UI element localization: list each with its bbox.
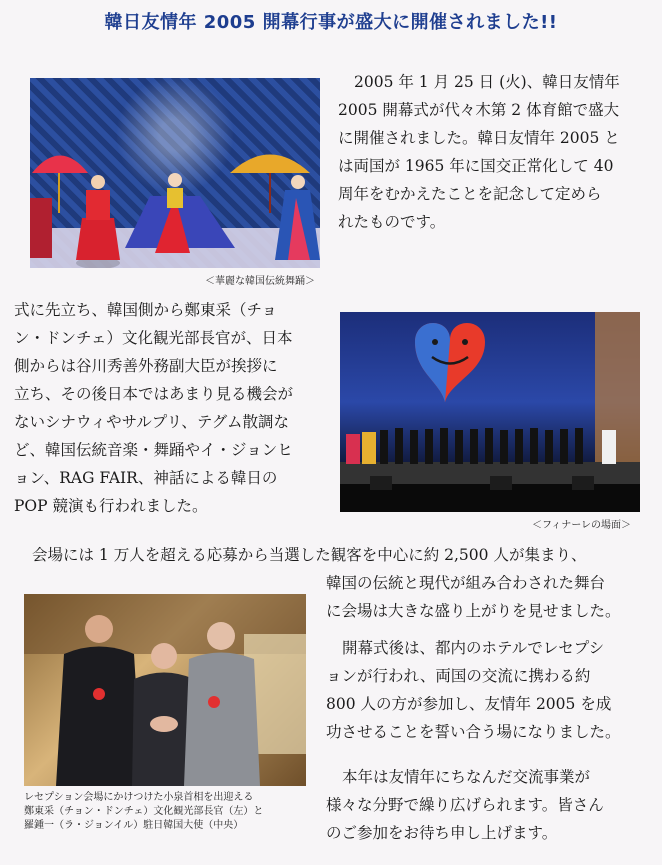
paragraph-4-line: 800 人の方が参加し、友情年 2005 を成 [326, 695, 612, 713]
reception-illustration [24, 594, 306, 786]
paragraph-3-line: に会場は大きな盛り上がりを見せました。 [326, 602, 621, 620]
finale-illustration [340, 312, 640, 512]
photo3-caption [24, 791, 324, 833]
paragraph-2-line: 式に先立ち、韓国側から鄭東采（チョ [14, 301, 278, 319]
paragraph-2-line: ョン、RAG FAIR、神話による韓日の [14, 469, 278, 487]
paragraph-5 [326, 763, 656, 847]
paragraph-1-line: れたものです。 [338, 213, 446, 231]
paragraph-3-line: 韓国の伝統と現代が組み合わされた舞台 [326, 574, 606, 592]
photo3-caption-line: 鄭東采（チョン・ドンチェ）文化観光部長官（左）と [24, 806, 264, 817]
paragraph-3 [326, 569, 656, 625]
finale-photo [340, 312, 640, 512]
paragraph-2-line: ないシナウィやサルプリ、テグム散調な [14, 413, 289, 431]
paragraph-1-line: は両国が 1965 年に国交正常化して 40 [338, 157, 614, 175]
photo1-caption: ＜華麗な韓国伝統舞踊＞ [205, 276, 315, 287]
paragraph-1 [338, 68, 648, 236]
paragraph-4-line: 功させることを誓い合う場になりました。 [326, 723, 621, 741]
paragraph-2-line: ン・ドンチェ）文化観光部長官が、日本 [14, 329, 293, 347]
page-title: 韓日友情年 2005 開幕行事が盛大に開催されました!! [104, 12, 558, 33]
paragraph-5-line: 様々な分野で繰り広げられます。皆さん [326, 796, 604, 814]
paragraph-1-line: に開催されました。韓日友情年 2005 と [338, 129, 620, 147]
paragraph-4-line: 開幕式後は、都内のホテルでレセプシ [342, 639, 605, 657]
paragraph-2 [14, 296, 334, 520]
paragraph-1-line: 2005 開幕式が代々木第 2 体育館で盛大 [338, 101, 620, 119]
paragraph-4-line: ョンが行われ、両国の交流に携わる約 [326, 667, 591, 685]
photo2-caption: ＜フィナーレの場面＞ [532, 520, 631, 531]
paragraph-2-line: POP 競演も行われました。 [14, 497, 208, 515]
paragraph-1-line: 周年をむかえたことを記念して定めら [338, 185, 602, 203]
photo3-caption-line: レセプション会場にかけつけた小泉首相を出迎える [24, 792, 254, 803]
traditional-dance-photo [30, 78, 320, 268]
paragraph-5-line: 本年は友情年にちなんだ交流事業が [342, 768, 591, 786]
paragraph-2-line: 立ち、その後日本ではあまり見る機会が [14, 385, 294, 403]
traditional-dance-illustration [30, 78, 320, 268]
paragraph-3-full-line: 会場には 1 万人を超える応募から当選した観客を中心に約 2,500 人が集まり、 [32, 546, 587, 564]
photo3-caption-line: 羅鍾一（ラ・ジョンイル）駐日韓国大使（中央） [24, 820, 244, 831]
paragraph-5-line: のご参加をお待ち申し上げます。 [326, 824, 558, 842]
paragraph-2-line: ど、韓国伝統音楽・舞踊やイ・ジョンヒ [14, 441, 293, 459]
reception-photo [24, 594, 306, 786]
paragraph-4 [326, 634, 656, 746]
paragraph-2-line: 側からは谷川秀善外務副大臣が挨拶に [14, 357, 278, 375]
paragraph-1-line: 2005 年 1 月 25 日 (火)、韓日友情年 [354, 73, 620, 91]
